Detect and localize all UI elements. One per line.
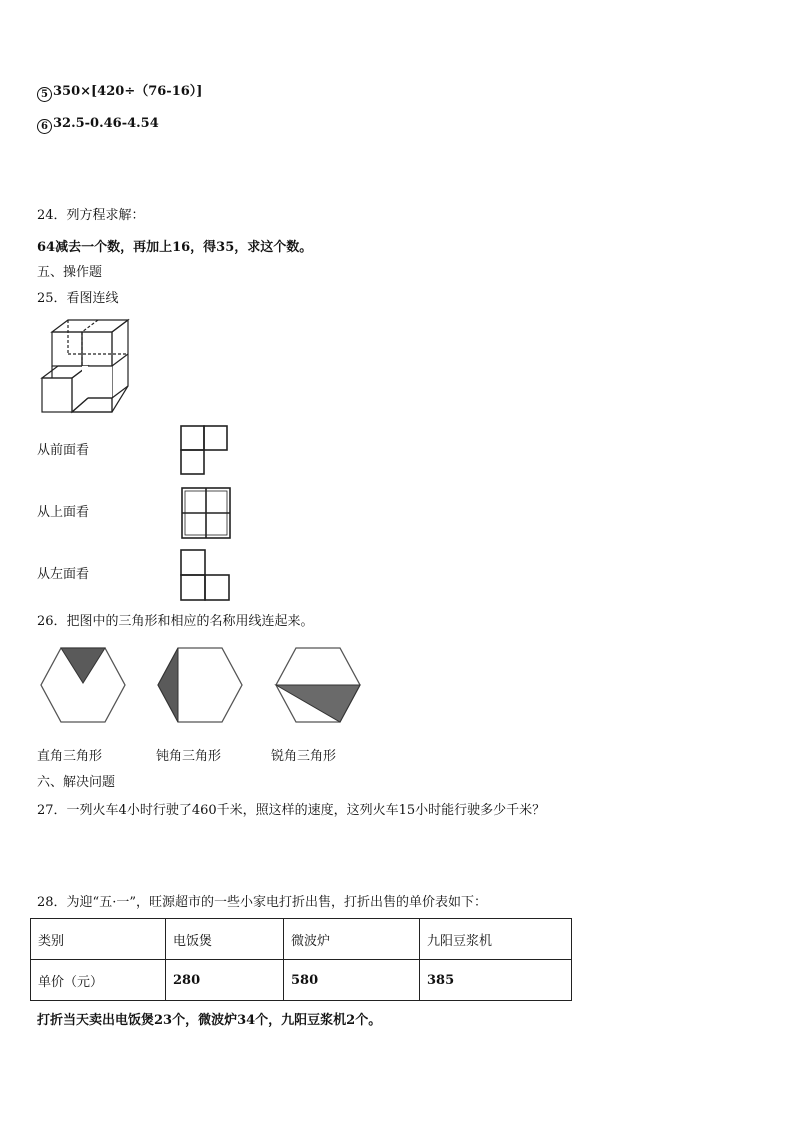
hexagon-figure-1 — [40, 647, 126, 723]
triangle-label-right: 直角三角形 — [37, 749, 103, 764]
view-shape-l-bottom — [180, 549, 230, 602]
question-25-title: 25．看图连线 — [37, 291, 119, 306]
question-24-title: 24．列方程求解： — [37, 208, 145, 223]
table-cell: 九阳豆浆机 — [420, 919, 572, 960]
question-24-body: 64减去一个数，再加上16，得35，求这个数。 — [37, 240, 313, 255]
circled-number: 5 — [37, 87, 52, 102]
table-cell: 类别 — [31, 919, 166, 960]
price-table — [30, 918, 572, 1001]
calc-item-5-text: 350×[420÷（76-16）] — [53, 84, 203, 99]
table-cell: 385 — [420, 960, 572, 1001]
table-row — [31, 919, 572, 960]
section-6-heading: 六、解决问题 — [37, 775, 116, 790]
hexagon-figure-3 — [275, 647, 361, 723]
table-cell: 580 — [284, 960, 420, 1001]
view-shape-l-top — [180, 425, 228, 475]
triangle-label-obtuse: 钝角三角形 — [156, 749, 222, 764]
table-cell: 280 — [166, 960, 284, 1001]
calc-item-5 — [37, 84, 202, 102]
question-28-title: 28．为迎“五·一”，旺源超市的一些小家电打折出售，打折出售的单价表如下： — [37, 895, 487, 910]
view-label-top: 从上面看 — [37, 505, 90, 520]
view-shape-square-2x2 — [181, 487, 231, 539]
question-27: 27．一列火车4小时行驶了460千米，照这样的速度，这列火车15小时能行驶多少千米？ — [37, 803, 546, 818]
hexagon-figure-2 — [157, 647, 243, 723]
view-label-front: 从前面看 — [37, 443, 90, 458]
calc-item-6 — [37, 116, 159, 134]
triangle-label-acute: 锐角三角形 — [271, 749, 337, 764]
question-26-title: 26．把图中的三角形和相应的名称用线连起来。 — [37, 614, 314, 629]
circled-number: 6 — [37, 119, 52, 134]
question-28-note: 打折当天卖出电饭煲23个，微波炉34个，九阳豆浆机2个。 — [37, 1013, 382, 1028]
table-row — [31, 960, 572, 1001]
section-5-heading: 五、操作题 — [37, 265, 103, 280]
table-cell: 单价（元） — [31, 960, 166, 1001]
table-cell: 微波炉 — [284, 919, 420, 960]
cube-stack-figure — [38, 318, 133, 416]
view-label-left: 从左面看 — [37, 567, 90, 582]
calc-item-6-text: 32.5-0.46-4.54 — [53, 116, 159, 131]
table-cell: 电饭煲 — [166, 919, 284, 960]
